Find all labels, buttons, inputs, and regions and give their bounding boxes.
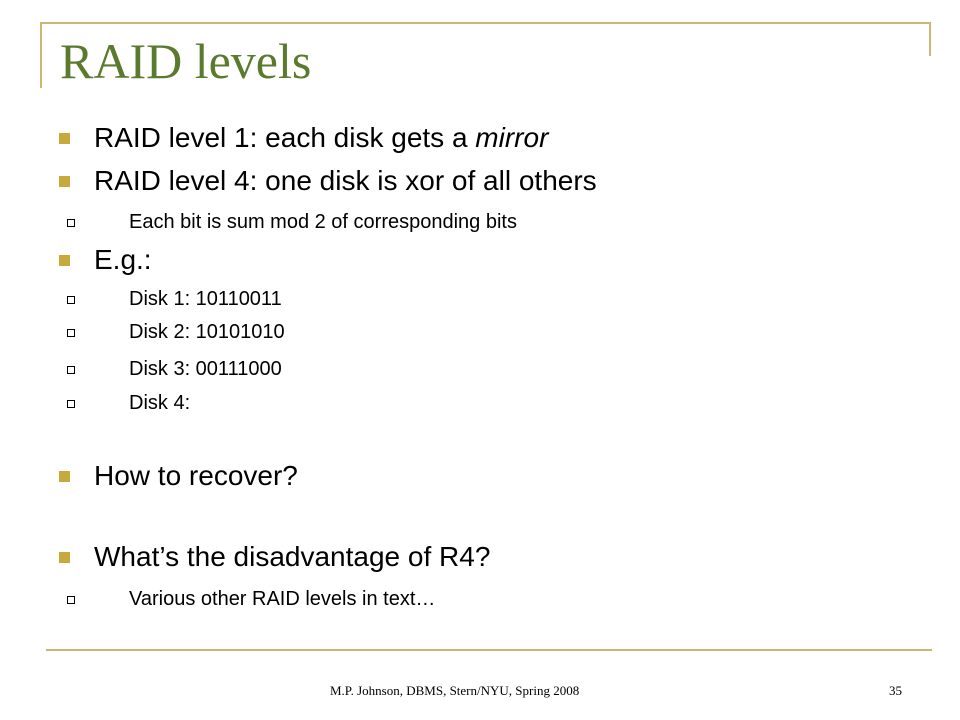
- bullet-text: RAID level 4: one disk is xor of all others: [94, 165, 597, 196]
- slide-title: RAID levels: [60, 33, 312, 89]
- right-rule: [929, 22, 931, 56]
- filled-square-bullet-icon: [59, 255, 70, 266]
- hollow-square-bullet-icon: [67, 400, 75, 408]
- bullet-text: How to recover?: [94, 460, 298, 491]
- sub-bullet-text: Disk 2: 10101010: [129, 321, 285, 343]
- bullet-text: What’s the disadvantage of R4?: [94, 541, 491, 572]
- sub-bullet-text: Each bit is sum mod 2 of corresponding bits: [129, 211, 517, 233]
- filled-square-bullet-icon: [59, 133, 70, 144]
- top-rule: [40, 22, 931, 24]
- filled-square-bullet-icon: [59, 471, 70, 482]
- page-number: 35: [889, 683, 902, 698]
- bullet-text: E.g.:: [94, 244, 152, 275]
- hollow-square-bullet-icon: [67, 329, 75, 337]
- hollow-square-bullet-icon: [67, 596, 75, 604]
- hollow-square-bullet-icon: [67, 219, 75, 227]
- hollow-square-bullet-icon: [67, 366, 75, 374]
- filled-square-bullet-icon: [59, 176, 70, 187]
- hollow-square-bullet-icon: [67, 296, 75, 304]
- sub-bullet-text: Various other RAID levels in text…: [129, 588, 436, 610]
- footer-rule: [46, 649, 932, 651]
- footer-credit: M.P. Johnson, DBMS, Stern/NYU, Spring 2008: [330, 683, 580, 698]
- sub-bullet-text: Disk 3: 00111000: [129, 358, 282, 380]
- left-rule: [40, 22, 42, 88]
- filled-square-bullet-icon: [59, 552, 70, 563]
- sub-bullet-text: Disk 4:: [129, 392, 191, 414]
- bullet-text: RAID level 1: each disk gets a: [94, 122, 476, 153]
- bullet-emphasis: mirror: [475, 122, 549, 153]
- sub-bullet-text: Disk 1: 10110011: [129, 288, 282, 310]
